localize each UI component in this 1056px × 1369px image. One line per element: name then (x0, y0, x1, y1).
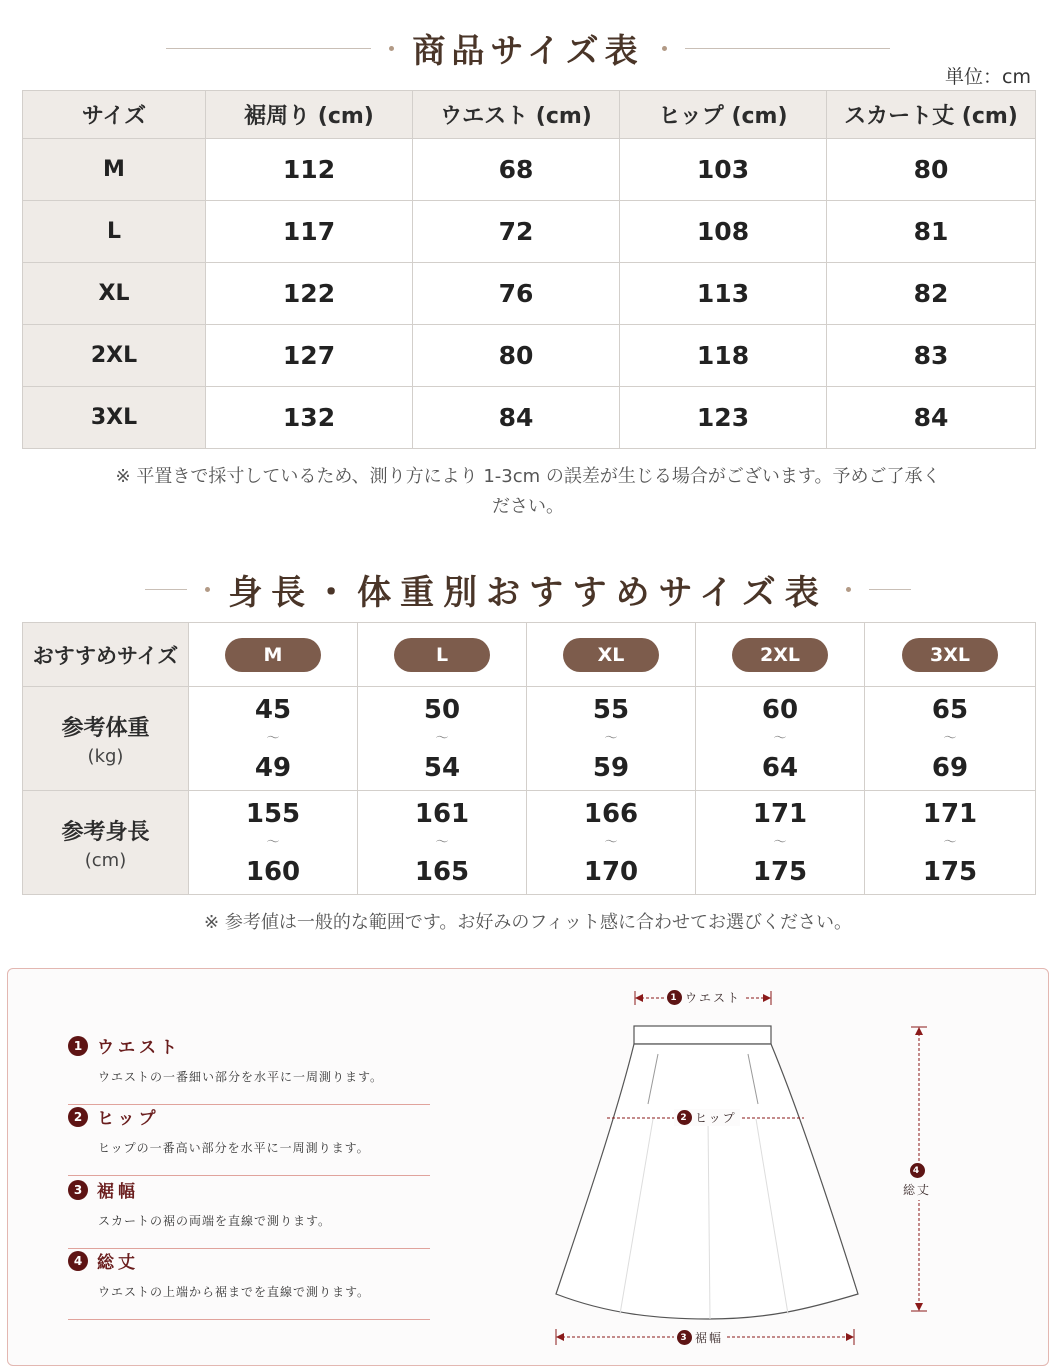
cell-hip: 113 (620, 263, 827, 325)
tilde: ～ (943, 730, 957, 746)
height-header (23, 791, 189, 895)
guide-item-description: スカートの裾の両端を直線で測ります。 (98, 1214, 332, 1228)
height-row (23, 791, 1036, 895)
header-size: サイズ (23, 91, 206, 139)
height-max: 170 (583, 856, 639, 887)
weight-min: 45 (254, 694, 292, 725)
height-range (527, 791, 696, 895)
diagram-length-text: 総丈 (903, 1183, 932, 1197)
weight-min: 65 (931, 694, 969, 725)
diagram-hem-text: 裾幅 (695, 1331, 724, 1345)
number-badge: 4 (910, 1163, 925, 1178)
skirt-diagram (8, 969, 1050, 1367)
weight-header (23, 687, 189, 791)
weight-max: 69 (931, 752, 969, 783)
cell-length: 82 (827, 263, 1036, 325)
cell-waist: 80 (413, 325, 620, 387)
height-range (865, 791, 1036, 895)
diagram-waist-label (664, 989, 744, 1006)
recommend-size-header-label: おすすめサイズ (32, 643, 179, 668)
number-badge: 1 (68, 1036, 88, 1056)
height-max: 175 (922, 856, 978, 887)
cell-hem: 117 (206, 201, 413, 263)
table-row (23, 325, 1036, 387)
diagram-hem-label (674, 1329, 726, 1346)
height-min: 161 (414, 798, 470, 829)
height-min: 171 (752, 798, 808, 829)
row-size: XL (23, 263, 206, 325)
skirt-waistband (634, 1026, 771, 1044)
tilde: ～ (266, 730, 280, 746)
table-row (23, 139, 1036, 201)
weight-max: 49 (254, 752, 292, 783)
size-pill-cell (865, 623, 1036, 687)
number-badge: 3 (68, 1180, 88, 1200)
height-unit: (cm) (84, 849, 127, 871)
weight-label: 参考体重 (61, 715, 150, 741)
diagram-hip-label (674, 1109, 740, 1126)
skirt-body (556, 1044, 858, 1319)
cell-hip: 123 (620, 387, 827, 449)
header-hem: 裾周り (cm) (206, 91, 413, 139)
weight-range (865, 687, 1036, 791)
table-row (23, 201, 1036, 263)
cell-waist: 68 (413, 139, 620, 201)
weight-min: 60 (761, 694, 799, 725)
weight-min: 50 (423, 694, 461, 725)
row-size: 2XL (23, 325, 206, 387)
cell-length: 81 (827, 201, 1036, 263)
number-badge: 1 (667, 990, 682, 1005)
cell-hip: 103 (620, 139, 827, 201)
tilde: ～ (773, 730, 787, 746)
guide-item-label: 裾幅 (97, 1182, 139, 1202)
weight-min: 55 (592, 694, 630, 725)
weight-range (527, 687, 696, 791)
tilde: ～ (604, 730, 618, 746)
tilde: ～ (435, 730, 449, 746)
weight-max: 59 (592, 752, 630, 783)
height-min: 166 (583, 798, 639, 829)
title-divider-right (685, 48, 890, 49)
size-pill: XL (563, 638, 659, 672)
size-pill-cell (696, 623, 865, 687)
size-pill: M (225, 638, 321, 672)
recommend-size-row (23, 623, 1036, 687)
guide-item-description: ウエストの一番細い部分を水平に一周測ります。 (98, 1070, 384, 1084)
size-pill-cell (189, 623, 358, 687)
weight-max: 54 (423, 752, 461, 783)
title-dot-right (662, 46, 667, 51)
number-badge: 2 (68, 1107, 88, 1127)
size-pill: L (394, 638, 490, 672)
size-pill-cell (527, 623, 696, 687)
title-dot-left (389, 46, 394, 51)
table-row (23, 387, 1036, 449)
recommend-table (22, 622, 1036, 895)
tilde: ～ (604, 834, 618, 850)
size-table-title (0, 24, 1056, 72)
height-range (189, 791, 358, 895)
guide-item-label: ヒップ (97, 1109, 160, 1129)
cell-hem: 132 (206, 387, 413, 449)
row-size: M (23, 139, 206, 201)
weight-range (189, 687, 358, 791)
diagram-waist-text: ウエスト (685, 991, 742, 1005)
unit-label: 単位：cm (945, 66, 1031, 88)
size-table (22, 90, 1036, 449)
cell-hem: 122 (206, 263, 413, 325)
cell-length: 83 (827, 325, 1036, 387)
tilde: ～ (435, 834, 449, 850)
size-pill: 3XL (902, 638, 998, 672)
title-divider-right (869, 589, 911, 590)
row-size: L (23, 201, 206, 263)
cell-hip: 108 (620, 201, 827, 263)
number-badge: 4 (68, 1251, 88, 1271)
table-row (23, 263, 1036, 325)
weight-range (696, 687, 865, 791)
row-size: 3XL (23, 387, 206, 449)
number-badge: 3 (677, 1330, 692, 1345)
height-range (696, 791, 865, 895)
header-hip: ヒップ (cm) (620, 91, 827, 139)
recommend-size-header (23, 623, 189, 687)
measurement-guide (7, 968, 1049, 1366)
size-table-header-row (23, 91, 1036, 139)
measurement-note-line2: ださい。 (492, 496, 564, 517)
size-pill: 2XL (732, 638, 828, 672)
recommend-table-title-text: 身長・体重別おすすめサイズ表 (228, 572, 828, 613)
title-divider-left (145, 589, 187, 590)
title-dot-left (205, 587, 210, 592)
cell-length: 84 (827, 387, 1036, 449)
cell-waist: 76 (413, 263, 620, 325)
weight-unit: (kg) (87, 745, 124, 767)
measurement-note (40, 462, 1016, 522)
title-dot-right (846, 587, 851, 592)
diagram-hip-text: ヒップ (695, 1111, 737, 1125)
cell-waist: 72 (413, 201, 620, 263)
height-label: 参考身長 (61, 819, 150, 845)
height-max: 175 (752, 856, 808, 887)
reference-note: ※ 参考値は一般的な範囲です。お好みのフィット感に合わせてお選びください。 (204, 912, 852, 933)
guide-item-description: ヒップの一番高い部分を水平に一周測ります。 (98, 1141, 370, 1155)
guide-item-label: ウエスト (97, 1038, 181, 1058)
guide-item-label: 総丈 (97, 1253, 139, 1273)
height-min: 171 (922, 798, 978, 829)
height-max: 165 (414, 856, 470, 887)
height-max: 160 (245, 856, 301, 887)
tilde: ～ (773, 834, 787, 850)
measurement-note-line1: ※ 平置きで採寸しているため、測り方により 1-3cm の誤差が生じる場合がございます。予めご了承く (115, 466, 941, 487)
diagram-length-label (901, 1161, 933, 1200)
weight-row (23, 687, 1036, 791)
recommend-table-title (0, 563, 1056, 615)
height-range (358, 791, 527, 895)
weight-range (358, 687, 527, 791)
header-waist: ウエスト (cm) (413, 91, 620, 139)
size-table-title-text: 商品サイズ表 (412, 30, 644, 70)
cell-waist: 84 (413, 387, 620, 449)
guide-item-description: ウエストの上端から裾までを直線で測ります。 (98, 1285, 371, 1299)
weight-max: 64 (761, 752, 799, 783)
tilde: ～ (266, 834, 280, 850)
cell-length: 80 (827, 139, 1036, 201)
title-divider-left (166, 48, 371, 49)
height-min: 155 (245, 798, 301, 829)
cell-hem: 112 (206, 139, 413, 201)
cell-hem: 127 (206, 325, 413, 387)
size-pill-cell (358, 623, 527, 687)
number-badge: 2 (677, 1110, 692, 1125)
cell-hip: 118 (620, 325, 827, 387)
header-length: スカート丈 (cm) (827, 91, 1036, 139)
tilde: ～ (943, 834, 957, 850)
